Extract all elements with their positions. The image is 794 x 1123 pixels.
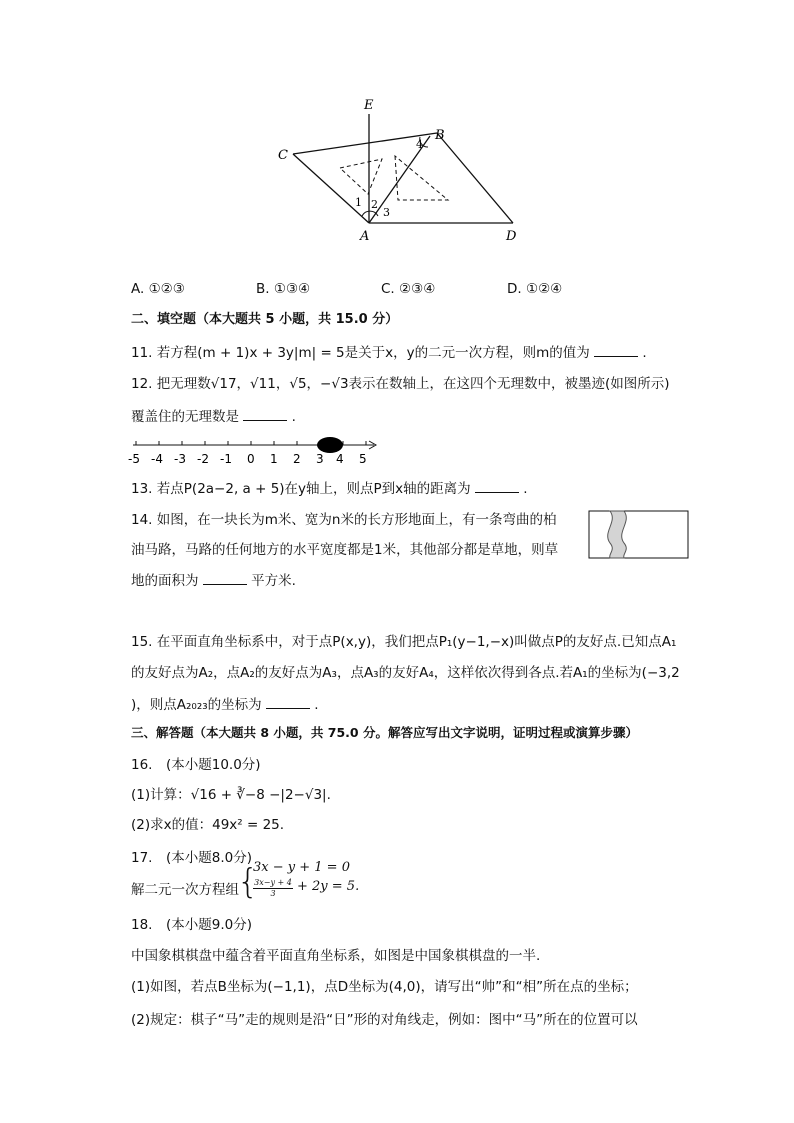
choice-d[interactable]: D. ①②④ xyxy=(507,281,563,297)
q13-number: 13. xyxy=(131,481,153,497)
q17-eq2-denominator: 3 xyxy=(270,889,276,898)
q14-number: 14. xyxy=(131,512,153,528)
tick-label-m1: -1 xyxy=(220,452,232,466)
angle-arc xyxy=(362,211,378,216)
q17-equation-1: 3x − y + 1 = 0 xyxy=(253,860,350,875)
number-line xyxy=(126,434,386,468)
question-18-part1: (1)如图，若点B坐标为(−1,1)，点D坐标为(4,0)，请写出“帅”和“相”所在点的坐标； xyxy=(131,979,638,995)
q14-text-3b: 平方米. xyxy=(251,573,296,589)
q12-end: . xyxy=(291,409,296,425)
angle-label-3: 3 xyxy=(383,206,390,219)
q14-text-1: 如图，在一块长为m米、宽为n米的长方形地面上，有一条弯曲的柏 xyxy=(156,512,557,528)
question-14-line3 xyxy=(131,570,296,591)
angle-label-1: 1 xyxy=(355,196,362,209)
tick-label-2: 2 xyxy=(293,452,301,466)
q14-answer-blank[interactable] xyxy=(203,570,247,585)
q14-text-3: 地的面积为 xyxy=(131,573,199,589)
q12-text-2: 覆盖住的无理数是 xyxy=(131,409,239,425)
q15-number: 15. xyxy=(131,634,153,650)
label-e: E xyxy=(364,98,374,113)
q17-eq2-numerator: 3x−y + 4 xyxy=(254,878,292,887)
tick-label-m4: -4 xyxy=(151,452,163,466)
tick-label-m5: -5 xyxy=(128,452,140,466)
geometry-figure xyxy=(270,92,530,242)
choice-a[interactable]: A. ①②③ xyxy=(131,281,185,297)
field-rectangle xyxy=(589,511,688,558)
choice-b[interactable]: B. ①③④ xyxy=(256,281,311,297)
question-15-line3 xyxy=(131,694,319,715)
section-heading-fill-blank: 二、填空题（本大题共 5 小题，共 15.0 分） xyxy=(131,312,399,327)
dashed-triangle-left xyxy=(340,159,382,194)
question-13 xyxy=(131,478,528,499)
label-d: D xyxy=(506,229,517,242)
q15-text-1: 在平面直角坐标系中，对于点P(x,y)，我们把点P₁(y−1,−x)叫做点P的友好点.已知点A₁ xyxy=(156,634,677,650)
choice-c[interactable]: C. ②③④ xyxy=(381,281,436,297)
question-18-part2: (2)规定：棋子“马”走的规则是沿“日”形的对角线走，例如：图中“马”所在的位置可以 xyxy=(131,1012,638,1028)
question-12-line1 xyxy=(131,374,670,394)
tick-label-5: 5 xyxy=(359,452,367,466)
q11-text: 若方程(m + 1)x + 3y|m| = 5是关于x，y的二元一次方程，则m的值为 xyxy=(156,345,590,361)
question-16-part1: (1)计算：√16 + ∛−8 −|2−√3|. xyxy=(131,787,331,803)
q17-eq2-rest: + 2y = 5. xyxy=(297,879,360,894)
label-c: C xyxy=(278,148,288,163)
question-14-line2: 油马路，马路的任何地方的水平宽度都是1米，其他部分都是草地，则草 xyxy=(131,542,559,558)
ink-blot xyxy=(317,437,343,453)
dashed-triangle-right xyxy=(395,156,448,200)
q17-lead: 解二元一次方程组 xyxy=(131,882,239,898)
q15-answer-blank[interactable] xyxy=(266,694,310,709)
question-15-line1 xyxy=(131,632,676,652)
question-16-part2: (2)求x的值：49x² = 25. xyxy=(131,817,285,833)
tick-label-1: 1 xyxy=(270,452,278,466)
tick-label-3: 3 xyxy=(316,452,324,466)
tick-label-0: 0 xyxy=(247,452,255,466)
question-18-heading: 18. (本小题9.0分) xyxy=(131,917,252,933)
label-a: A xyxy=(360,229,370,242)
question-18-intro: 中国象棋棋盘中蕴含着平面直角坐标系，如图是中国象棋棋盘的一半. xyxy=(131,948,541,964)
q12-text: 把无理数√17，√11，√5，−√3表示在数轴上，在这四个无理数中，被墨迹(如图所示) xyxy=(156,376,670,392)
section-heading-solve: 三、解答题（本大题共 8 小题，共 75.0 分。解答应写出文字说明，证明过程或演算步骤） xyxy=(131,725,638,740)
tick-label-m3: -3 xyxy=(174,452,186,466)
tick-label-4: 4 xyxy=(336,452,344,466)
question-12-line2 xyxy=(131,406,296,427)
q13-answer-blank[interactable] xyxy=(475,478,519,493)
angle-label-4: 4 xyxy=(416,138,423,151)
question-16-heading: 16. (本小题10.0分) xyxy=(131,757,261,773)
q13-end: . xyxy=(523,481,528,497)
question-11 xyxy=(131,342,647,363)
q15-text-3: )，则点A₂₀₂₃的坐标为 xyxy=(131,697,262,713)
q15-end: . xyxy=(314,697,319,713)
question-15-line2: 的友好点为A₂，点A₂的友好点为A₃，点A₃的友好A₄，这样依次得到各点.若A₁的坐标为(−3,2 xyxy=(131,665,680,681)
q11-answer-blank[interactable] xyxy=(594,342,638,357)
q11-end: . xyxy=(642,345,647,361)
question-17-heading: 17. (本小题8.0分) xyxy=(131,850,252,866)
q12-number: 12. xyxy=(131,376,153,392)
brace-icon: { xyxy=(237,862,259,902)
label-b: B xyxy=(435,128,445,143)
road-rectangle-figure xyxy=(588,510,690,560)
q13-text: 若点P(2a−2, a + 5)在y轴上，则点P到x轴的距离为 xyxy=(156,481,471,497)
angle-label-2: 2 xyxy=(371,198,378,211)
q12-answer-blank[interactable] xyxy=(243,406,287,421)
question-14-line1 xyxy=(131,510,557,530)
tick-label-m2: -2 xyxy=(197,452,209,466)
segment-bd xyxy=(437,133,513,223)
q11-number: 11. xyxy=(131,345,153,361)
